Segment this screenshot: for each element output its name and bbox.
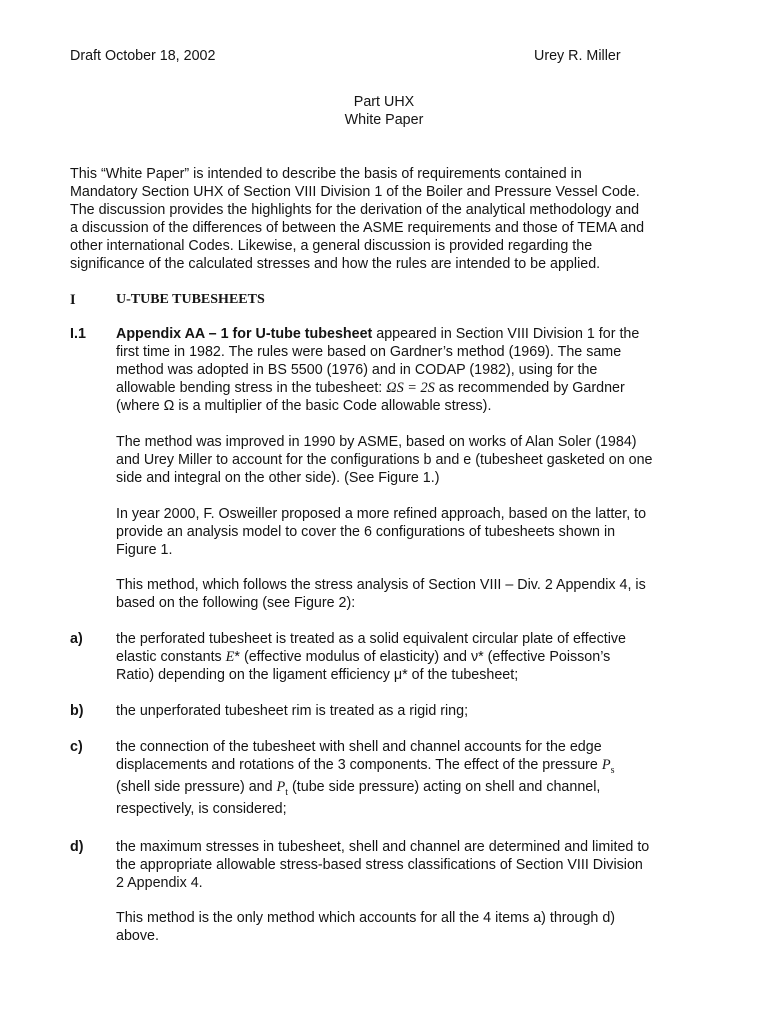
allowable-stress-formula: ΩS = 2S: [386, 380, 435, 396]
line-text: displacements and rotations of the 3 components. The effect of the pressure: [116, 757, 602, 773]
paragraph-conclusion: [116, 909, 716, 945]
appendix-title: Appendix AA – 1 for U-tube tubesheet: [116, 326, 373, 342]
item-label-d: d): [70, 839, 84, 855]
item-b: [116, 702, 716, 720]
paragraph-line: [116, 325, 716, 343]
paragraph-line: and Urey Miller to account for the configurations b and e (tubesheet gasketed on one: [116, 452, 653, 468]
modulus-symbol: E: [225, 649, 235, 665]
paragraph-line: 2 Appendix 4.: [116, 875, 203, 891]
intro-line: The discussion provides the highlights for the derivation of the analytical methodology and: [70, 202, 640, 218]
tube-pressure-subscript: t: [285, 787, 289, 798]
section-number: I: [70, 292, 76, 308]
author-name: Urey R. Miller: [534, 48, 621, 64]
intro-line: a discussion of the differences of between the ASME requirements and those of TEMA and: [70, 220, 645, 236]
intro-line: other international Codes. Likewise, a general discussion is provided regarding the: [70, 238, 593, 254]
line-text: appeared in Section VIII Division 1 for the: [372, 326, 640, 342]
paragraph-method-basis: [116, 576, 716, 612]
paragraph-line: This method is the only method which accounts for all the 4 items a) through d): [116, 910, 616, 926]
paragraph-line: above.: [116, 928, 159, 944]
tube-pressure-symbol: P: [276, 779, 286, 795]
page-title: [0, 93, 768, 129]
paragraph-asme-improvement: [116, 433, 716, 487]
paragraph-line: the perforated tubesheet is treated as a solid equivalent circular plate of effective: [116, 631, 626, 647]
paragraph-line: first time in 1982. The rules were based on Gardner’s method (1969). The same: [116, 344, 622, 360]
paragraph-line: This method, which follows the stress analysis of Section VIII – Div. 2 Appendix 4, is: [116, 577, 646, 593]
title-line-1: Part UHX: [353, 94, 415, 110]
paragraph-line: [116, 756, 716, 776]
item-label-a: a): [70, 631, 83, 647]
line-text: (shell side pressure) and: [116, 779, 277, 795]
subsection-number: I.1: [70, 326, 86, 342]
paragraph-line: side and integral on the other side). (See Figure 1.): [116, 470, 440, 486]
item-label-b: b): [70, 703, 84, 719]
intro-paragraph: [70, 165, 710, 273]
line-text: elastic constants: [116, 649, 226, 665]
paragraph-line: [116, 648, 716, 666]
paragraph-line: the unperforated tubesheet rim is treated as a rigid ring;: [116, 703, 469, 719]
shell-pressure-subscript: s: [610, 765, 615, 776]
paragraph-line: method was adopted in BS 5500 (1976) and in CODAP (1982), using for the: [116, 362, 598, 378]
paragraph-line: [116, 379, 716, 397]
item-a: [116, 630, 716, 684]
paragraph-line: [116, 776, 716, 800]
paragraph-line: respectively, is considered;: [116, 801, 287, 817]
item-c: [116, 738, 716, 818]
shell-pressure-symbol: P: [601, 757, 611, 773]
intro-line: Mandatory Section UHX of Section VIII Division 1 of the Boiler and Pressure Vessel Code.: [70, 184, 640, 200]
paragraph-line: provide an analysis model to cover the 6 configurations of tubesheets shown in: [116, 524, 616, 540]
item-d: [116, 838, 716, 892]
paragraph-line: Ratio) depending on the ligament efficiency μ* of the tubesheet;: [116, 667, 519, 683]
section-heading: U-TUBE TUBESHEETS: [116, 292, 265, 307]
paragraph-line: The method was improved in 1990 by ASME, based on works of Alan Soler (1984): [116, 434, 637, 450]
draft-date: Draft October 18, 2002: [70, 48, 216, 64]
line-text: * (effective modulus of elasticity) and ν* (effective Poisson’s: [234, 649, 611, 665]
paragraph-line: Figure 1.: [116, 542, 173, 558]
paragraph-line: In year 2000, F. Osweiller proposed a more refined approach, based on the latter, to: [116, 506, 647, 522]
line-text: (tube side pressure) acting on shell and channel,: [288, 779, 601, 795]
paragraph-line: (where Ω is a multiplier of the basic Code allowable stress).: [116, 398, 492, 414]
intro-line: This “White Paper” is intended to describe the basis of requirements contained in: [70, 166, 582, 182]
paragraph-line: based on the following (see Figure 2):: [116, 595, 356, 611]
line-text: allowable bending stress in the tubesheet:: [116, 380, 387, 396]
intro-line: significance of the calculated stresses and how the rules are intended to be applied.: [70, 256, 601, 272]
line-text: as recommended by Gardner: [434, 380, 625, 396]
paragraph-osweiller: [116, 505, 716, 559]
item-label-c: c): [70, 739, 83, 755]
title-line-2: White Paper: [344, 112, 424, 128]
paragraph-line: the connection of the tubesheet with shell and channel accounts for the edge: [116, 739, 602, 755]
paragraph-line: the maximum stresses in tubesheet, shell and channel are determined and limited to: [116, 839, 650, 855]
subsection-paragraph: [116, 325, 716, 415]
paragraph-line: the appropriate allowable stress-based stress classifications of Section VIII Division: [116, 857, 643, 873]
